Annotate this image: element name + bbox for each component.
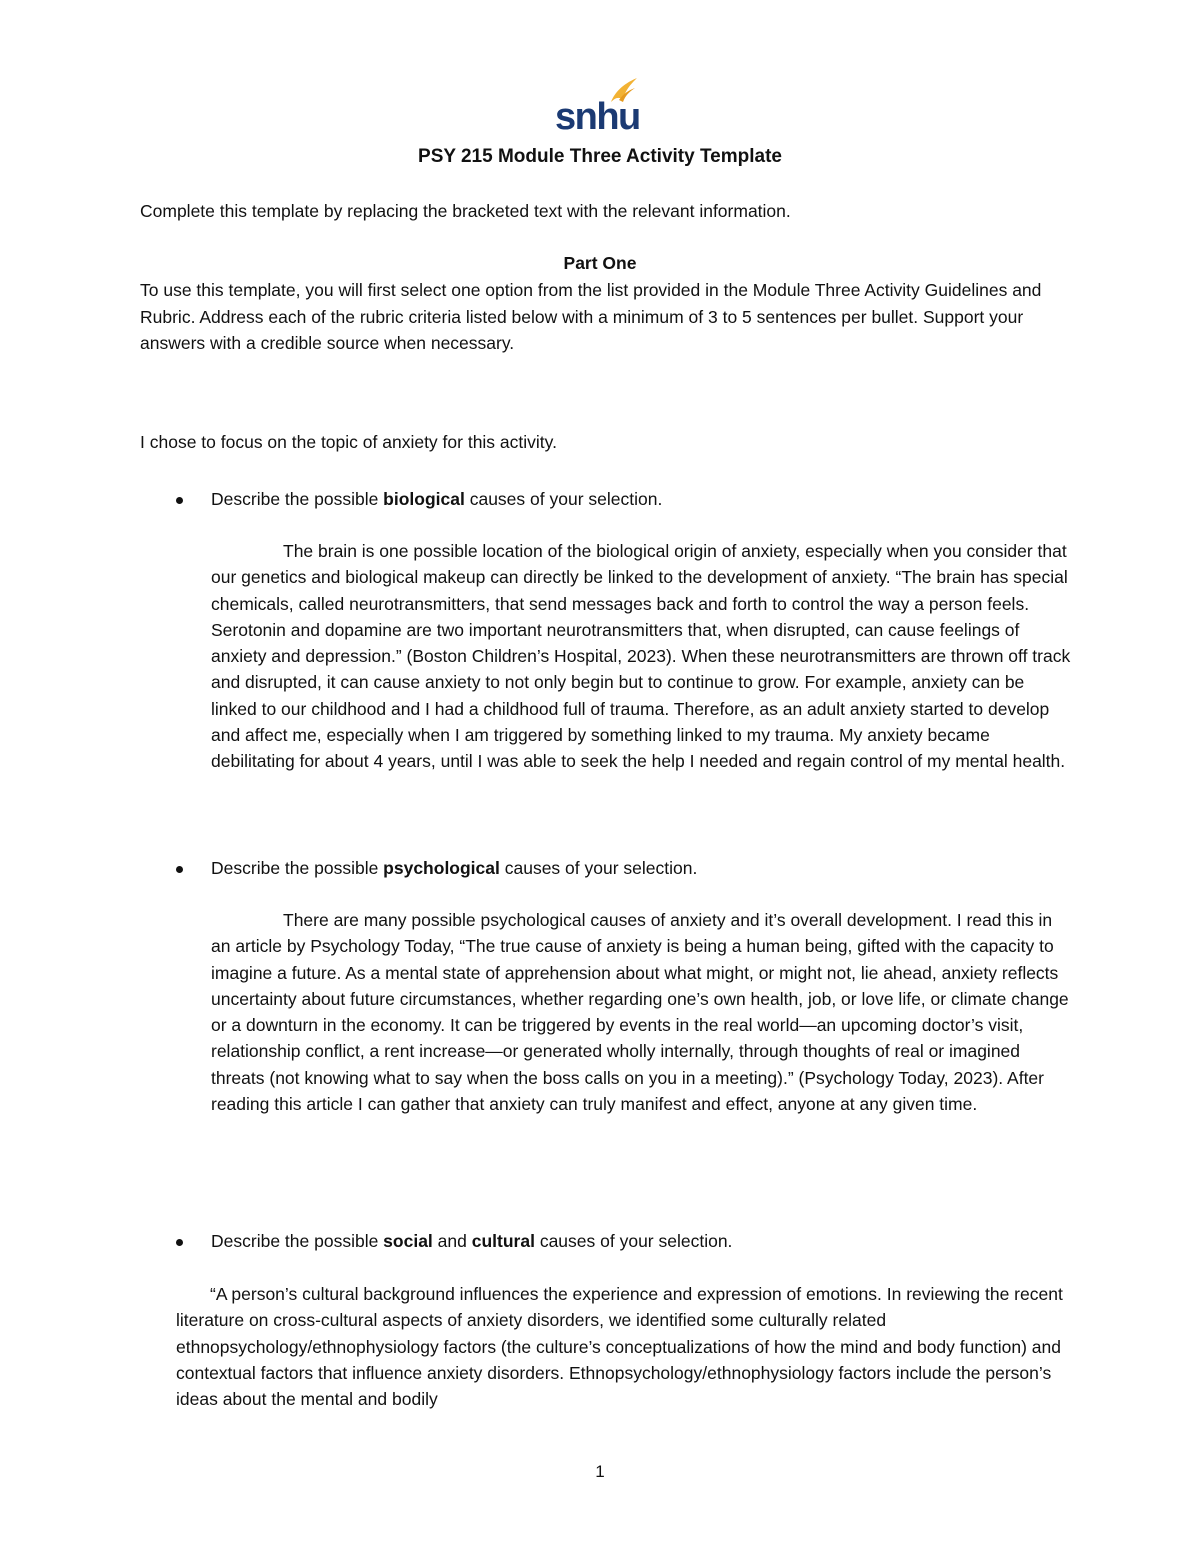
bullet-label: Describe the possible biological causes of your selection. [211, 489, 663, 509]
intro-text: Complete this template by replacing the bracketed text with the relevant information. [140, 201, 791, 221]
instructions-text: To use this template, you will first select one option from the list provided in the Module Three Activity Guidelines and Rubric. Address each of the rubric criteria listed below with a minimum of 3 to 5 sentences per bullet. Support your answers with a credible source when necessary. [140, 280, 1042, 353]
logo-wordmark: snhu [555, 96, 640, 132]
bullet-icon [176, 866, 183, 873]
part-heading: Part One [563, 253, 637, 273]
bullet-label: Describe the possible social and cultural causes of your selection. [211, 1231, 733, 1251]
bullet-label: Describe the possible psychological causes of your selection. [211, 858, 698, 878]
document-title: PSY 215 Module Three Activity Template [418, 146, 782, 167]
bullet-icon [176, 1239, 183, 1246]
bullet-icon [176, 497, 183, 504]
biological-response: The brain is one possible location of the biological origin of anxiety, especially when you consider that our genetics and biological makeup can directly be linked to the development of anxiety. “The brain has special chemicals, called neurotransmitters, that send messages back and forth to control the way a person feels. Serotonin and dopamine are two important neurotransmitters that, when disrupted, can cause feelings of anxiety and depression.” (Boston Children’s Hospital, 2023). When these neurotransmitters are thrown off track and disrupted, it can cause anxiety to not only begin but to continue to grow. For example, anxiety can be linked to our childhood and I had a childhood full of trauma. Therefore, as an adult anxiety started to develop and affect me, especially when I am triggered by something linked to my trauma. My anxiety became debilitating for about 4 years, until I was able to seek the help I needed and regain control of my mental health. [211, 541, 1071, 772]
page-number: 1 [595, 1462, 605, 1481]
social-cultural-response: “A person’s cultural background influences the experience and expression of emotions. In reviewing the recent literature on cross-cultural aspects of anxiety disorders, we identified some culturally related ethnopsychology/ethnophysiology factors (the culture’s conceptualizations of how the mind and body function) and contextual factors that influence anxiety disorders. Ethnopsychology/ethnophysiology factors include the person’s ideas about the mental and bodily [176, 1284, 1063, 1410]
chosen-topic-text: I chose to focus on the topic of anxiety for this activity. [140, 432, 557, 452]
snhu-logo [553, 74, 643, 132]
psychological-response: There are many possible psychological causes of anxiety and it’s overall development. I read this in an article by Psychology Today, “The true cause of anxiety is being a human being, gifted with the capacity to imagine a future. As a mental state of apprehension about what might, or might not, lie ahead, anxiety reflects uncertainty about future circumstances, whether regarding one’s own health, job, or love life, or climate change or a downturn in the economy. It can be triggered by events in the real world—an upcoming doctor’s visit, relationship conflict, a rent increase—or generated wholly internally, through thoughts of real or imagined threats (not knowing what to say when the boss calls on you in a meeting).” (Psychology Today, 2023). After reading this article I can gather that anxiety can truly manifest and effect, anyone at any given time. [211, 910, 1069, 1115]
snhu-logo-graphic [553, 74, 643, 132]
